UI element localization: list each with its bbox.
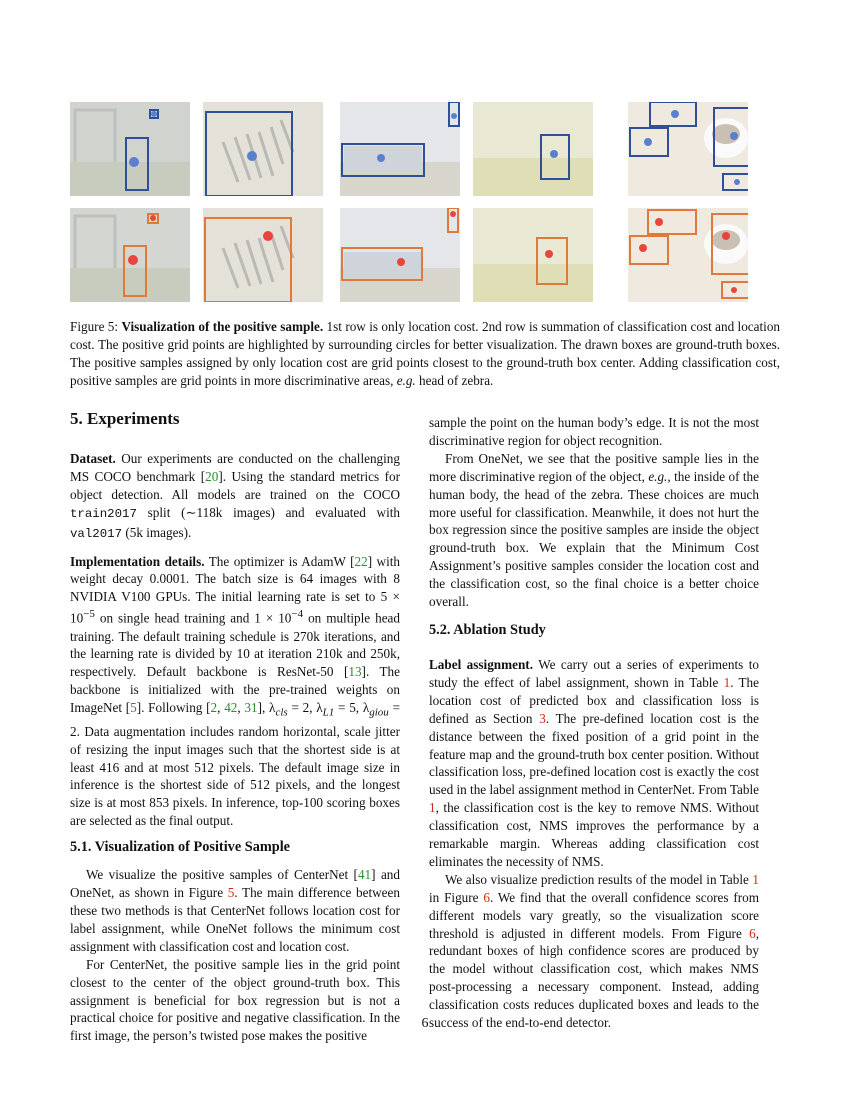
paragraph: sample the point on the human body’s edge. It is not the most discriminative region for object recognition. xyxy=(429,415,759,448)
table-link[interactable]: 1 xyxy=(752,871,759,887)
paragraph: For CenterNet, the positive sample lies in the grid point closest to the center of the object ground-truth box. This assignment is beneficial for box regression but is not a practical choice for positive and negative classification. In the first image, the person’s twisted pose makes the positive xyxy=(70,956,400,1044)
panel-r1-zebra xyxy=(203,102,323,196)
panel-r1-cups xyxy=(628,102,748,196)
citation-link[interactable]: 42 xyxy=(224,700,238,716)
panel-r2-cups xyxy=(628,208,748,302)
paragraph-label-assignment: Label assignment. We carry out a series of experiments to study the effect of label assignment, shown in Table 1. The location cost of predicted box and classification loss is defined as Section 3. The pre-defined location cost is the distance between the fixed position of a grid point in the feature map and the ground-truth box center position. Without classification loss, pre-defined location cost is exactly the cost used in the label assignment method in CenterNet. From Table 1, the classification cost is the key to remove NMS. Without classification cost, NMS improves the performance by a remarkable margin. Whereas adding classification cost eliminates the necessity of NMS. xyxy=(429,656,760,869)
citation-link[interactable]: 13 xyxy=(348,664,362,680)
panel-r1-train xyxy=(340,102,460,196)
figure-title: Visualization of the positive sample. xyxy=(121,319,324,334)
left-column xyxy=(70,408,400,1045)
figure-label: Figure 5: xyxy=(70,319,119,334)
paragraph: We visualize the positive samples of CenterNet [41] and OneNet, as shown in Figure 5. The main difference between these two methods is that CenterNet follows location cost for label assignment, while OneNet follows the minimum cost assignment with classification cost and location cost. xyxy=(70,867,400,954)
table-link[interactable]: 1 xyxy=(723,674,731,690)
panel-r2-person xyxy=(70,208,190,302)
panel-r2-zebra xyxy=(203,208,323,302)
panel-r2-giraffe xyxy=(473,208,593,302)
panel-r1-person xyxy=(70,102,190,196)
citation-link[interactable]: 22 xyxy=(354,553,368,569)
table-link[interactable]: 1 xyxy=(429,800,436,816)
figure-caption: Figure 5: Visualization of the positive sample. 1st row is only location cost. 2nd row is summation of classification cost and location cost. The positive grid points are highlighted by surrounding circles for better visualization. The drawn boxes are ground-truth boxes. The positive samples assigned by only location cost are grid points closest to the ground-truth box center. Adding classification cost, positive samples are grid points in more discriminative areas, e.g. head of zebra. xyxy=(70,319,781,388)
figure-link[interactable]: 6 xyxy=(749,925,756,941)
citation-link[interactable]: 31 xyxy=(244,700,258,716)
subsection-title: 5.2. Ablation Study xyxy=(429,621,546,638)
paragraph-implementation: Implementation details. The optimizer is AdamW [22] with weight decay 0.0001. The batch size is 64 images with 8 NVIDIA V100 GPUs. The initial learning rate is set to $5 \times 10^{-5}$ on single head training and $1 \times 10^{-4}$ on multiple head training. The default training schedule is 270k iterations, and the learning rate is divided by 10 at iteration 210k and 250k, respectively. Default backbone is ResNet-50 [13]. The backbone is initialized with the pre-trained weights on ImageNet [5]. Following [2, 42, 31], $\lambda_{cls} = 2$, $\lambda_{L1} = 5$, $\lambda_{giou} = 2$. Data augmentation includes random horizontal, scale jitter of resizing the input images such that the shortest side is at least 416 and at most 512 pixels. The default image size in inference is the shortest side of 512 pixels, and the longest size is at most 853 pixels. In inference, top-100 scoring boxes are selected as the final output. xyxy=(70,553,401,829)
panel-r2-train xyxy=(340,208,460,302)
subsection-title: 5.1. Visualization of Positive Sample xyxy=(70,839,291,856)
section-link[interactable]: 3 xyxy=(539,710,546,726)
section-title: 5. Experiments xyxy=(70,409,180,428)
paragraph: We also visualize prediction results of the model in Table 1 in Figure 6. We find that the overall confidence scores from different models vary greatly, so the visualization score threshold is adjusted in different models. From Figure 6, redundant boxes of high confidence scores are produced by the model without classification cost, which makes NMS post-processing a necessary component. Instead, adding classification costs reduces duplicated boxes and leads to the success of the end-to-end detector. xyxy=(429,871,760,1031)
panel-r1-giraffe xyxy=(473,102,593,196)
paragraph: From OneNet, we see that the positive sample lies in the more discriminative region of the object, e.g., the inside of the human body, the head of the zebra. These choices are much more useful for classification. Meanwhile, it does not hurt the box regression since the positive samples are inside the object ground-truth box. We explain that the Minimum Cost Assignment’s positive samples consider the location cost and the classification cost, so the final choice is a better choice overall. xyxy=(429,450,760,610)
page-number: 6 xyxy=(421,1016,429,1031)
figure-5 xyxy=(68,100,783,305)
citation-link[interactable]: 2 xyxy=(210,700,218,716)
figure-link[interactable]: 6 xyxy=(483,889,490,905)
paragraph-dataset: Dataset. Our experiments are conducted on the challenging MS COCO benchmark [20]. Using the standard metrics for object detection. All models are trained on the COCO train2017 split (∼118k images) and evaluated with val2017 (5k images). xyxy=(70,451,400,541)
citation-link[interactable]: 5 xyxy=(130,700,137,716)
figure-link[interactable]: 5 xyxy=(227,885,235,901)
right-column xyxy=(429,414,759,1032)
citation-link[interactable]: 41 xyxy=(357,867,372,883)
citation-link[interactable]: 20 xyxy=(205,468,219,484)
